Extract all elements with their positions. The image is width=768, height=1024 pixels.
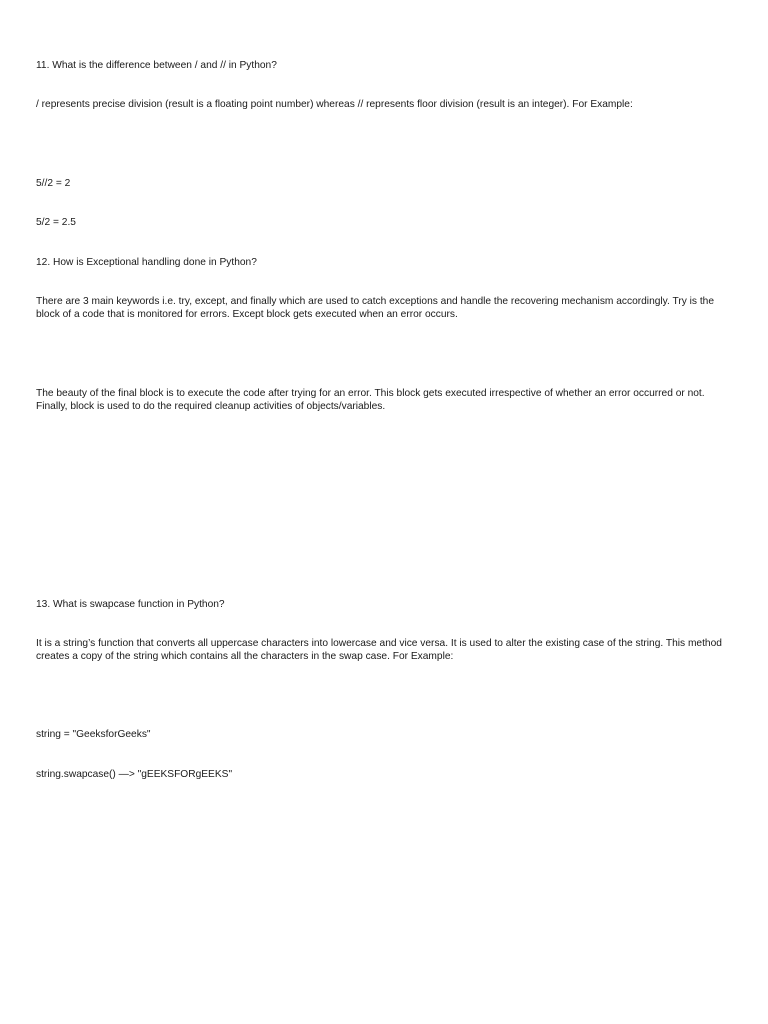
question-11-answer: / represents precise division (result is a floating point number) whereas // represents floor division (result is an integer). For Example: xyxy=(36,99,633,110)
example-string-assignment: string = "GeeksforGeeks" xyxy=(36,729,151,740)
question-13-answer: It is a string’s function that converts all uppercase characters into lowercase and vice versa. It is used to alter the existing case of the string. This method creates a copy of the string which contains all the characters in the swap case. For Example: xyxy=(36,638,725,662)
question-13-heading: 13. What is swapcase function in Python? xyxy=(36,599,225,610)
question-12-heading: 12. How is Exceptional handling done in Python? xyxy=(36,257,257,268)
example-precise-division: 5/2 = 2.5 xyxy=(36,217,76,228)
question-11-heading: 11. What is the difference between / and // in Python? xyxy=(36,60,277,71)
question-12-answer-paragraph-2: The beauty of the final block is to execute the code after trying for an error. This block gets executed irrespective of whether an error occurred or not. Finally, block is used to do the required cleanup activities of objects/variables. xyxy=(36,388,708,412)
example-swapcase-call: string.swapcase() —> "gEEKSFORgEEKS" xyxy=(36,769,233,780)
example-floor-division: 5//2 = 2 xyxy=(36,178,71,189)
question-12-answer-paragraph-1: There are 3 main keywords i.e. try, except, and finally which are used to catch exceptions and handle the recovering mechanism accordingly. Try is the block of a code that is monitored for errors. Except block gets executed when an error occurs. xyxy=(36,296,717,320)
